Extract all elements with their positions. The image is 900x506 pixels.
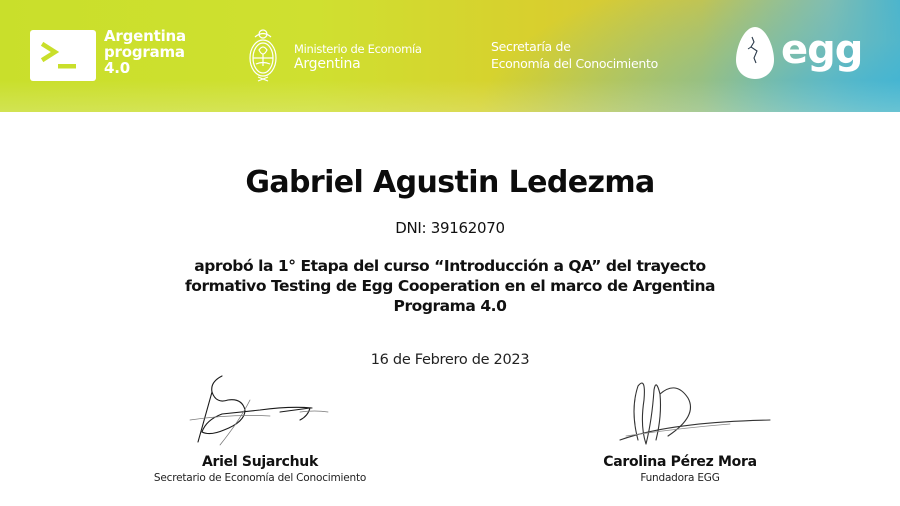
signature-ariel-sujarchuk-icon <box>150 370 370 448</box>
ministerio-line-2: Argentina <box>294 56 361 72</box>
egg-wordmark: egg <box>781 27 863 73</box>
ministerio-economia-text <box>294 42 422 72</box>
signatory-role: Fundadora EGG <box>640 472 720 484</box>
argentina-programa-logo-text <box>104 28 186 76</box>
signatory-name: Carolina Pérez Mora <box>603 454 757 470</box>
signature-block-carolina-perez-mora <box>580 370 780 485</box>
header-fade <box>0 80 900 112</box>
approval-line-3: Programa 4.0 <box>393 297 507 315</box>
ap-line-1: Argentina <box>104 27 186 45</box>
ap-line-3: 4.0 <box>104 59 130 77</box>
secretaria-line-2: Economía del Conocimiento <box>491 56 658 71</box>
signatory-name: Ariel Sujarchuk <box>202 454 318 470</box>
national-coat-of-arms-icon <box>246 28 280 84</box>
ap-line-2: programa <box>104 43 185 61</box>
approval-line-2: formativo Testing de Egg Cooperation en el marco de Argentina <box>184 277 716 295</box>
signature-block-ariel-sujarchuk <box>150 370 370 485</box>
cracked-egg-icon <box>735 25 775 81</box>
approval-line-1: aprobó la 1° Etapa del curso “Introducción a QA” del trayecto <box>194 257 706 275</box>
recipient-dni: DNI: 39162070 <box>395 219 505 237</box>
secretaria-text <box>491 38 658 72</box>
approval-statement <box>150 256 750 316</box>
signature-carolina-perez-mora-icon <box>580 370 780 448</box>
ministerio-line-1: Ministerio de Economía <box>294 42 422 56</box>
issue-date: 16 de Febrero de 2023 <box>370 352 530 368</box>
signatory-role: Secretario de Economía del Conocimiento <box>153 472 367 484</box>
certificate-header-banner <box>0 0 900 112</box>
recipient-name: Gabriel Agustin Ledezma <box>245 165 655 200</box>
terminal-prompt-icon <box>30 30 96 81</box>
secretaria-line-1: Secretaría de <box>491 39 571 54</box>
